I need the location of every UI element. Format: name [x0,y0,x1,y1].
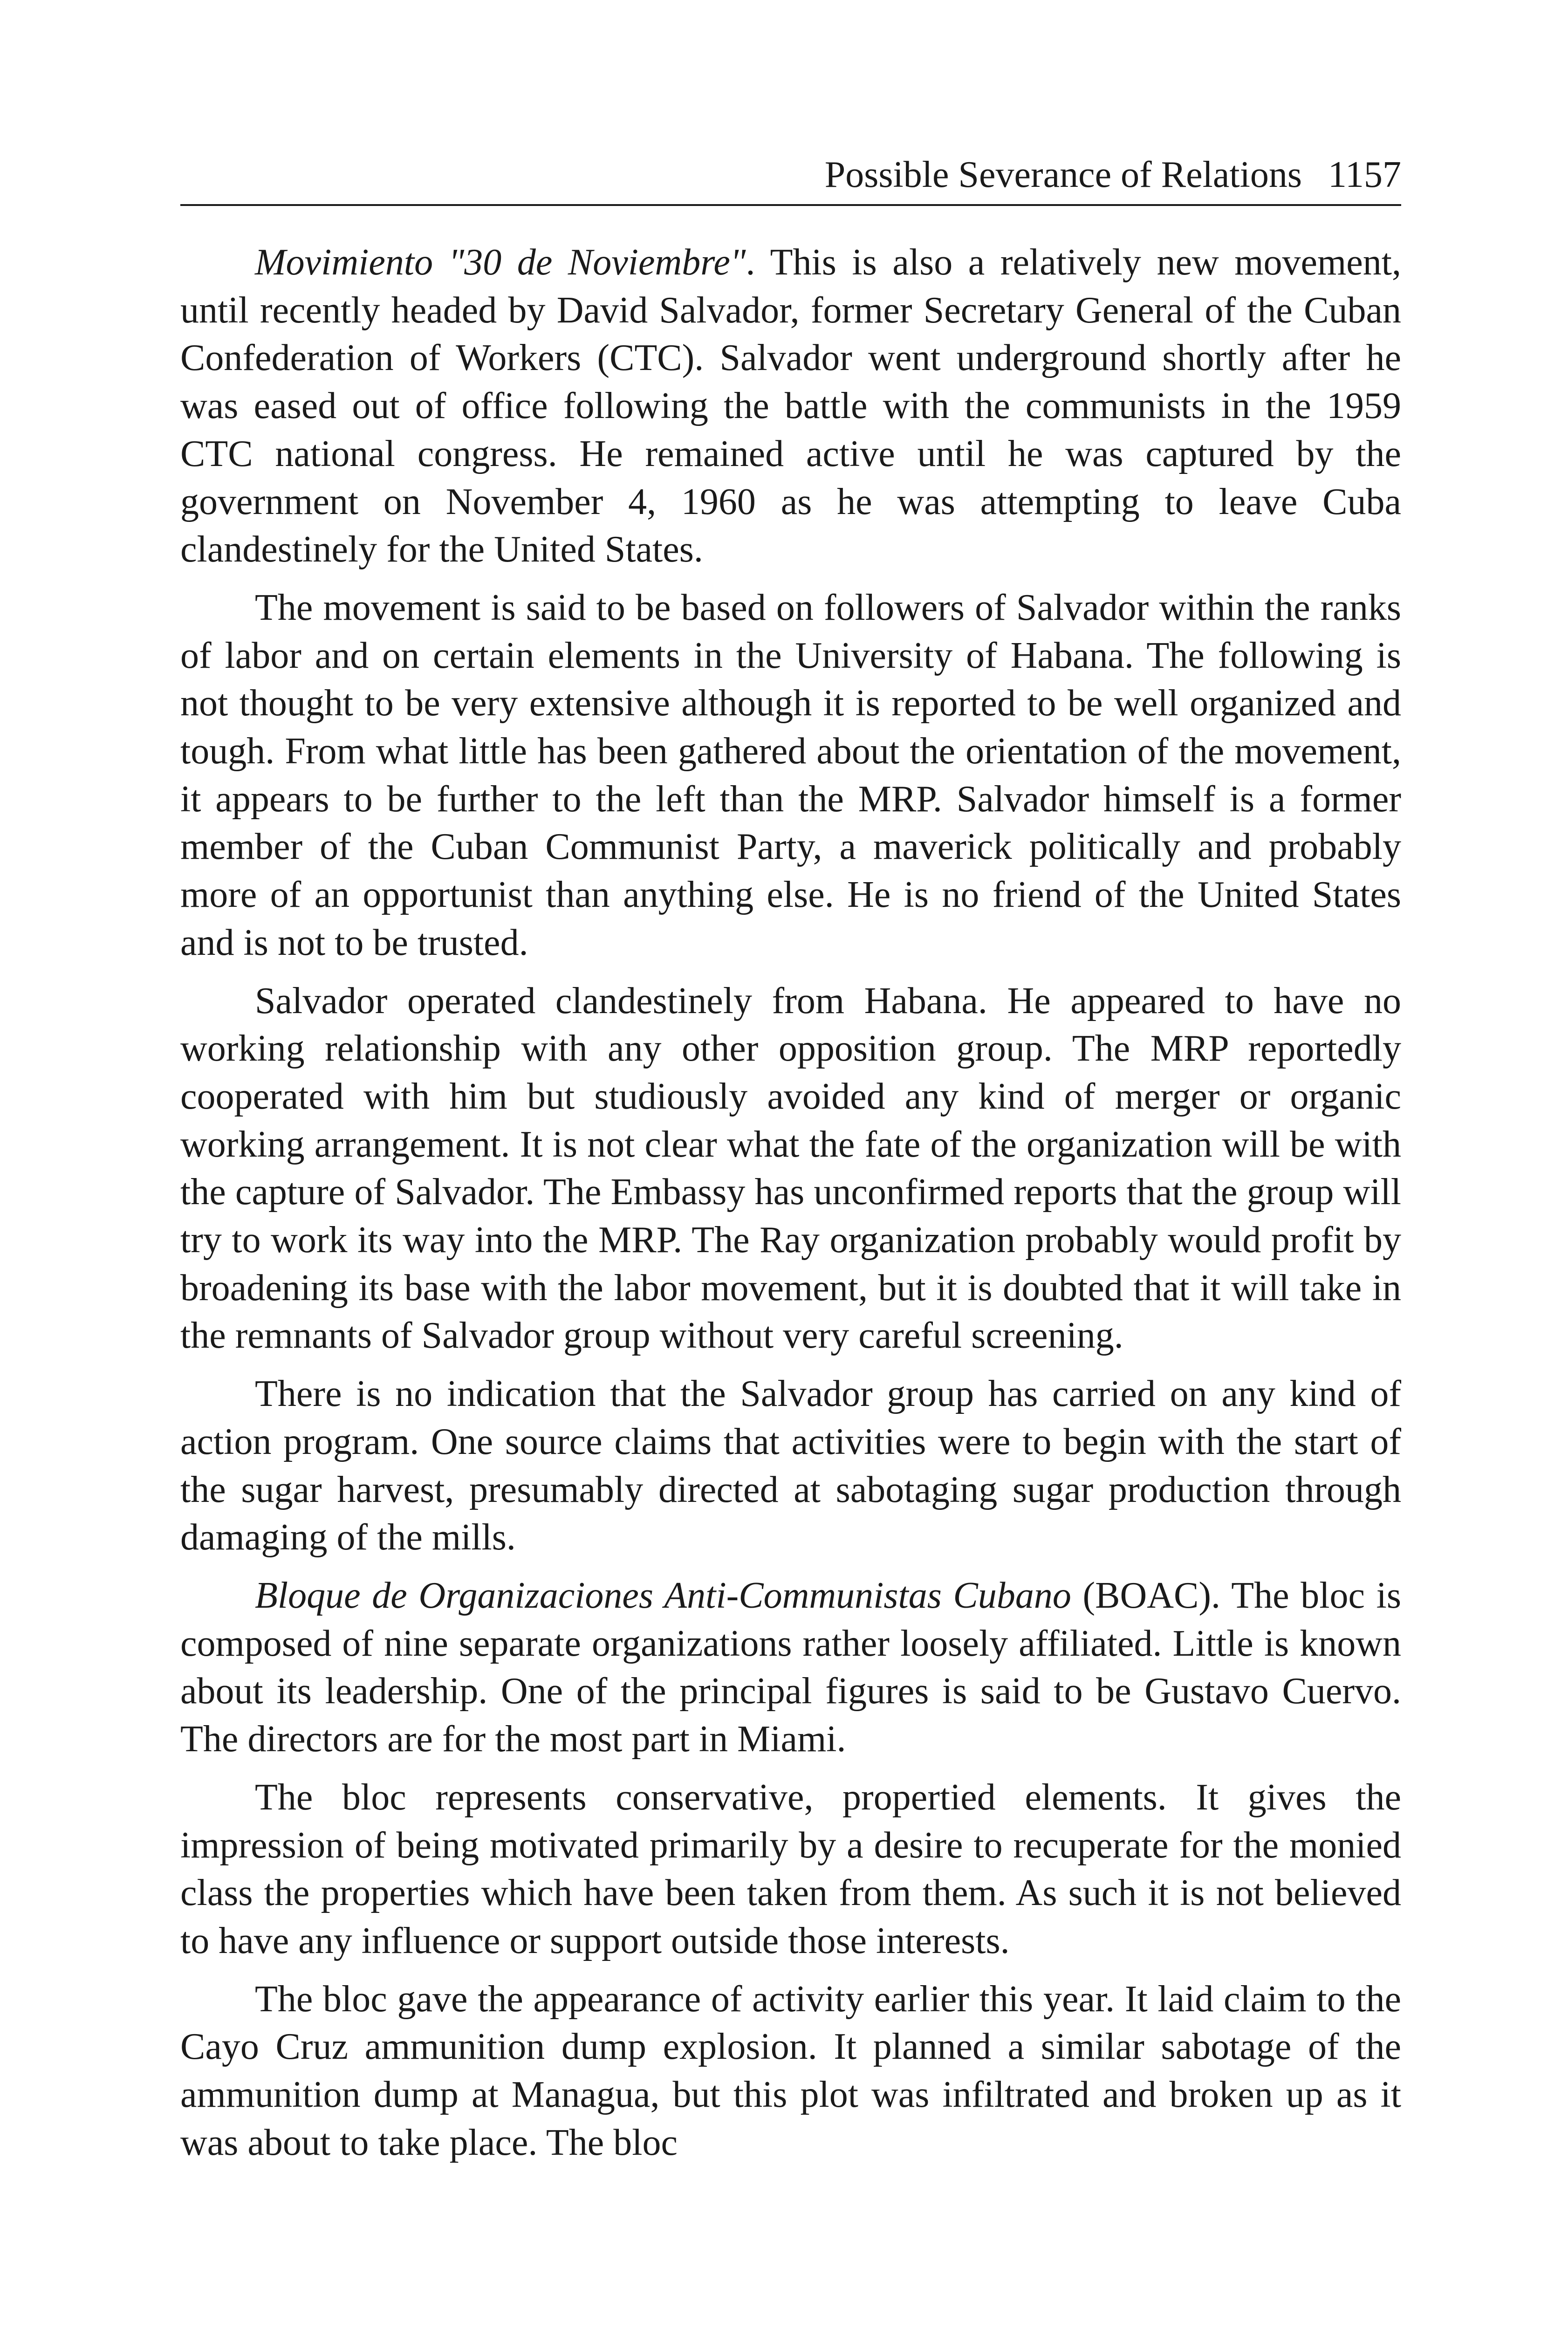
body-text [180,239,1401,2166]
paragraph-text: The bloc gave the appearance of activity earlier this year. It laid claim to the Cayo Cruz ammunition dump explosion. It planned a similar sabotage of the ammunition dump at Managua, but this plot was infiltrated and broken up as it was about to take place. The bloc [180,1978,1401,2163]
paragraph-salvador-operations [180,977,1401,1360]
paragraph-bloc-conservative [180,1774,1401,1965]
paragraph-text: The movement is said to be based on followers of Salvador within the ranks of labor and on certain elements in the University of Habana. The following is not thought to be very extensive although it is reported to be well organized and tough. From what little has been gathered about the orientation of the movement, it appears to be further to the left than the MRP. Salvador himself is a former member of the Cuban Communist Party, a maverick politically and probably more of an opportunist than anything else. He is no friend of the United States and is not to be trusted. [180,587,1401,963]
paragraph-text: The bloc represents conservative, propertied elements. It gives the impression of being motivated primarily by a desire to recuperate for the monied class the properties which have been taken from them. As such it is not believed to have any influence or support outside those interests. [180,1776,1401,1961]
document-page [180,149,1401,2166]
paragraph-text: . This is also a relatively new movement, until recently headed by David Salvador, former Secretary General of the Cuban Confederation of Workers (CTC). Salvador went underground shortly after he was eased out of office following the battle with the communists in the 1959 CTC national congress. He remained active until he was captured by the government on November 4, 1960 as he was attempting to leave Cuba clandestinely for the United States. [180,242,1401,570]
paragraph-bloc-activity [180,1975,1401,2167]
paragraph-movement-base [180,584,1401,967]
paragraph-action-program [180,1370,1401,1562]
paragraph-lead-italic: Bloque de Organizaciones Anti-Communistas Cubano [255,1575,1071,1616]
running-header [180,149,1401,206]
running-title: Possible Severance of Relations [824,154,1302,195]
paragraph-text: (BOAC). The bloc is composed of nine separate organizations rather loosely affiliated. Little is known about its leadership. One of the principal figures is said to be Gustavo Cuervo. The directors are for the most part in Miami. [180,1575,1401,1760]
paragraph-boac [180,1572,1401,1763]
paragraph-movimiento [180,239,1401,574]
paragraph-text: Salvador operated clandestinely from Habana. He appeared to have no working relationship with any other opposition group. The MRP reportedly cooperated with him but studiously avoided any kind of merger or organic working arrangement. It is not clear what the fate of the organization will be with the capture of Salvador. The Embassy has unconfirmed reports that the group will try to work its way into the MRP. The Ray organization probably would profit by broadening its base with the labor movement, but it is doubted that it will take in the remnants of Salvador group without very careful screening. [180,980,1401,1357]
page-number: 1157 [1328,154,1401,195]
paragraph-text: There is no indication that the Salvador group has carried on any kind of action program. One source claims that activities were to begin with the start of the sugar harvest, presumably directed at sabotaging sugar production through damaging of the mills. [180,1373,1401,1558]
paragraph-lead-italic: Movimiento "30 de Noviembre" [255,242,746,283]
